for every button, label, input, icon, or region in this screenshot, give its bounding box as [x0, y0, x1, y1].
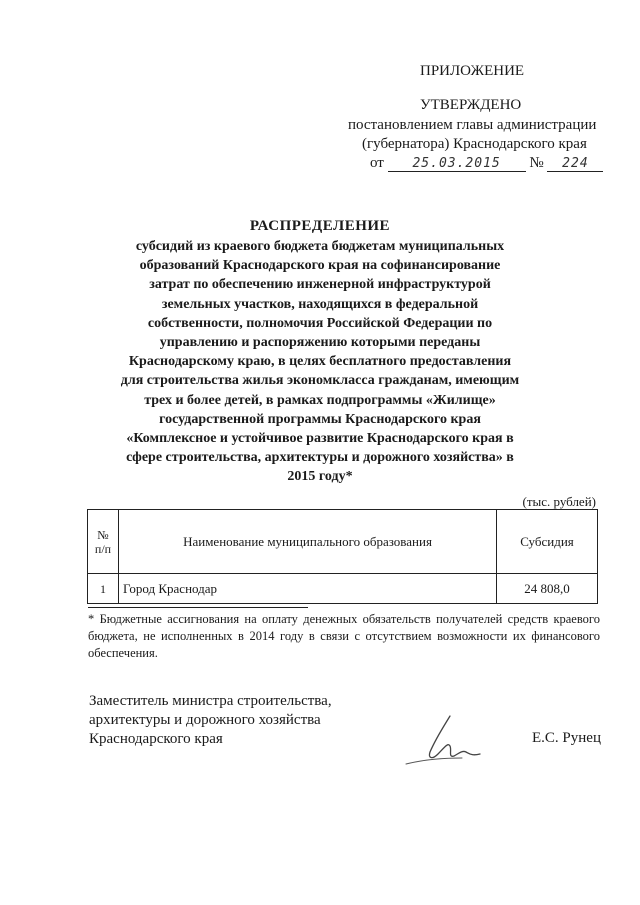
units-label: (тыс. рублей) — [522, 494, 596, 509]
table-row — [88, 574, 598, 604]
appendix-label: ПРИЛОЖЕНИЕ — [420, 63, 525, 79]
signatory-name: Е.С. Рунец — [532, 730, 601, 746]
signatory-title — [89, 692, 332, 749]
row-number: 1 — [88, 574, 119, 604]
subsidy-table — [87, 509, 598, 604]
decree-line-1: постановлением главы администрации — [348, 117, 597, 133]
signatory-title-line-2: архитектуры и дорожного хозяйства — [89, 712, 321, 728]
date-prefix: от — [370, 155, 384, 171]
handwritten-signature — [392, 712, 512, 772]
document-subtitle: субсидий из краевого бюджета бюджетам муниципальных образований Краснодарского края на софинансирование затрат по обеспечению инженерной инфраструктурой земельных участков, находящихся в федеральной собственности, полномочия Российской Федерации по управлению и распоряжению которыми переданы Краснодарскому краю, в целях бесплатного предоставления для строительства жилья экономкласса гражданам, имеющим трех и более детей, в рамках подпрограммы «Жилище» государственной программы Краснодарского края «Комплексное и устойчивое развитие Краснодарского края в сфере строительства, архитектуры и дорожного хозяйства» в 2015 году* — [120, 239, 520, 485]
decree-date: 25.03.2015 — [388, 156, 526, 172]
header-subsidy: Субсидия — [497, 510, 598, 574]
document-title: РАСПРЕДЕЛЕНИЕ — [249, 218, 391, 234]
signatory-title-line-3: Краснодарского края — [89, 731, 223, 747]
decree-number: 224 — [547, 156, 603, 172]
footnote-divider — [88, 607, 308, 608]
header-municipality: Наименование муниципального образования — [119, 510, 497, 574]
signatory-title-line-1: Заместитель министра строительства, — [89, 693, 332, 709]
approved-label: УТВЕРЖДЕНО — [420, 97, 522, 113]
row-municipality: Город Краснодар — [119, 574, 497, 604]
table-header-row — [88, 510, 598, 574]
decree-date-line — [370, 154, 603, 173]
row-subsidy: 24 808,0 — [497, 574, 598, 604]
header-number: № п/п — [88, 510, 119, 574]
decree-line-2: (губернатора) Краснодарского края — [362, 136, 587, 152]
number-prefix: № — [529, 155, 544, 171]
footnote: * Бюджетные ассигнования на оплату денежных обязательств получателей средств краевого бюджета, не исполненных в 2014 году в связи с отсутствием возможности их финансового обеспечения. — [88, 612, 600, 660]
